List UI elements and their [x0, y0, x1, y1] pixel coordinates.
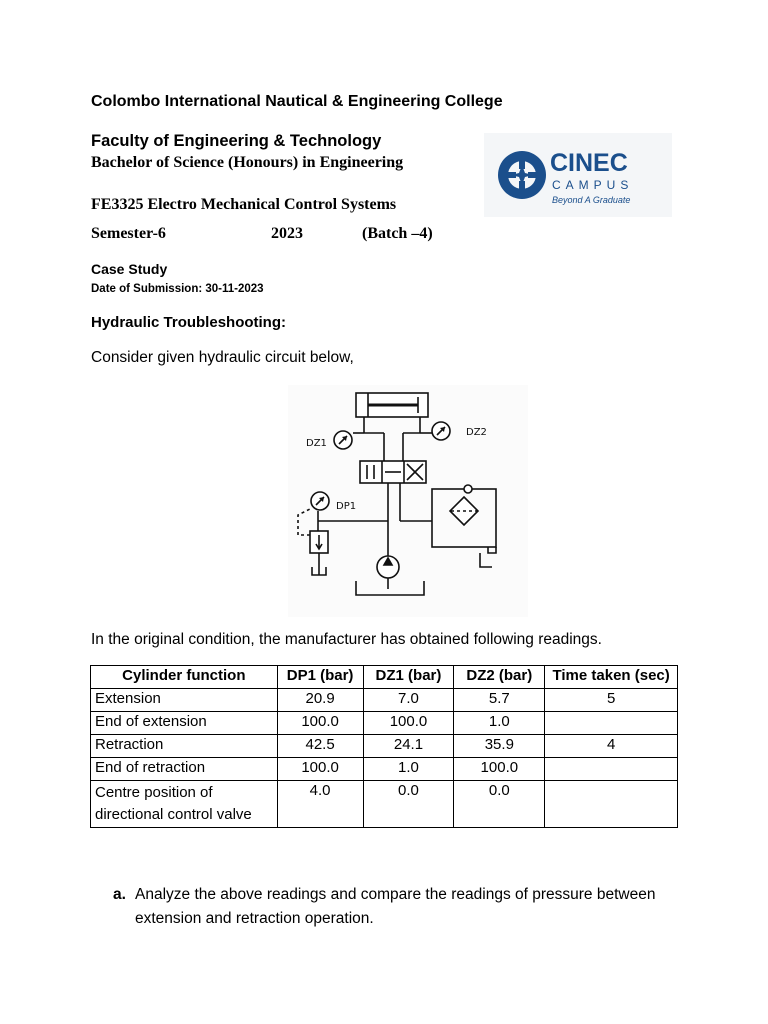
table-cell: 24.1	[363, 735, 454, 758]
table-row	[91, 712, 678, 735]
batch-label: (Batch –4)	[362, 225, 433, 242]
table-cell: 42.5	[277, 735, 363, 758]
label-dz2: DZ2	[466, 427, 487, 438]
cinec-logo	[484, 133, 672, 217]
table-cell: 100.0	[277, 712, 363, 735]
col-header: Time taken (sec)	[545, 666, 678, 689]
table-row	[91, 781, 678, 828]
table-cell: 1.0	[363, 758, 454, 781]
col-header: Cylinder function	[91, 666, 278, 689]
table-cell: 100.0	[277, 758, 363, 781]
logo-sub: CAMPUS	[552, 178, 634, 192]
submission-date: Date of Submission: 30-11-2023	[91, 283, 264, 295]
table-cell: 20.9	[277, 689, 363, 712]
table-cell	[545, 781, 678, 828]
table-cell: Centre position of directional control valve	[91, 781, 278, 828]
case-study-title: Case Study	[91, 261, 168, 277]
table-cell: 5	[545, 689, 678, 712]
table-cell: 35.9	[454, 735, 545, 758]
col-header: DP1 (bar)	[277, 666, 363, 689]
table-cell: 0.0	[454, 781, 545, 828]
readings-table	[90, 665, 678, 828]
gauge-dp1-icon	[311, 492, 329, 510]
table-cell: 0.0	[363, 781, 454, 828]
module-title: FE3325 Electro Mechanical Control Systems	[91, 196, 397, 213]
table-cell: 100.0	[363, 712, 454, 735]
intro-text: Consider given hydraulic circuit below,	[91, 349, 354, 366]
table-cell: 7.0	[363, 689, 454, 712]
table-cell: 100.0	[454, 758, 545, 781]
table-cell	[545, 758, 678, 781]
table-cell: Extension	[91, 689, 278, 712]
table-cell: 5.7	[454, 689, 545, 712]
hydraulic-cylinder	[356, 393, 428, 417]
degree-title: Bachelor of Science (Honours) in Engineering	[91, 154, 404, 171]
label-dp1: DP1	[336, 501, 357, 512]
label-dz1: DZ1	[306, 438, 327, 449]
logo-tagline: Beyond A Graduate	[552, 195, 631, 205]
cinec-logo-mark	[484, 133, 672, 217]
faculty-title: Faculty of Engineering & Technology	[91, 132, 382, 150]
semester-label: Semester-6	[91, 225, 166, 242]
table-cell: Retraction	[91, 735, 278, 758]
gauge-dz1-icon	[334, 431, 352, 449]
hydraulic-circuit-diagram	[288, 385, 528, 617]
table-row	[91, 735, 678, 758]
table-header-row	[91, 666, 678, 689]
col-header: DZ2 (bar)	[454, 666, 545, 689]
table-cell: End of retraction	[91, 758, 278, 781]
year-label: 2023	[271, 225, 303, 242]
section-heading: Hydraulic Troubleshooting:	[91, 314, 287, 331]
table-cell	[545, 712, 678, 735]
col-header: DZ1 (bar)	[363, 666, 454, 689]
table-row	[91, 689, 678, 712]
table-cell: 4.0	[277, 781, 363, 828]
table-cell: 1.0	[454, 712, 545, 735]
gauge-dz2-icon	[432, 422, 450, 440]
logo-name: CINEC	[550, 149, 628, 177]
table-row	[91, 758, 678, 781]
directional-control-valve	[360, 461, 426, 483]
question-text: Analyze the above readings and compare the readings of pressure between extension and retraction operation.	[135, 886, 656, 927]
table-cell: 4	[545, 735, 678, 758]
readings-intro: In the original condition, the manufacturer has obtained following readings.	[91, 631, 602, 648]
table-cell: End of extension	[91, 712, 278, 735]
question-label: a.	[113, 886, 126, 903]
institution-title: Colombo International Nautical & Engineering College	[91, 93, 503, 110]
